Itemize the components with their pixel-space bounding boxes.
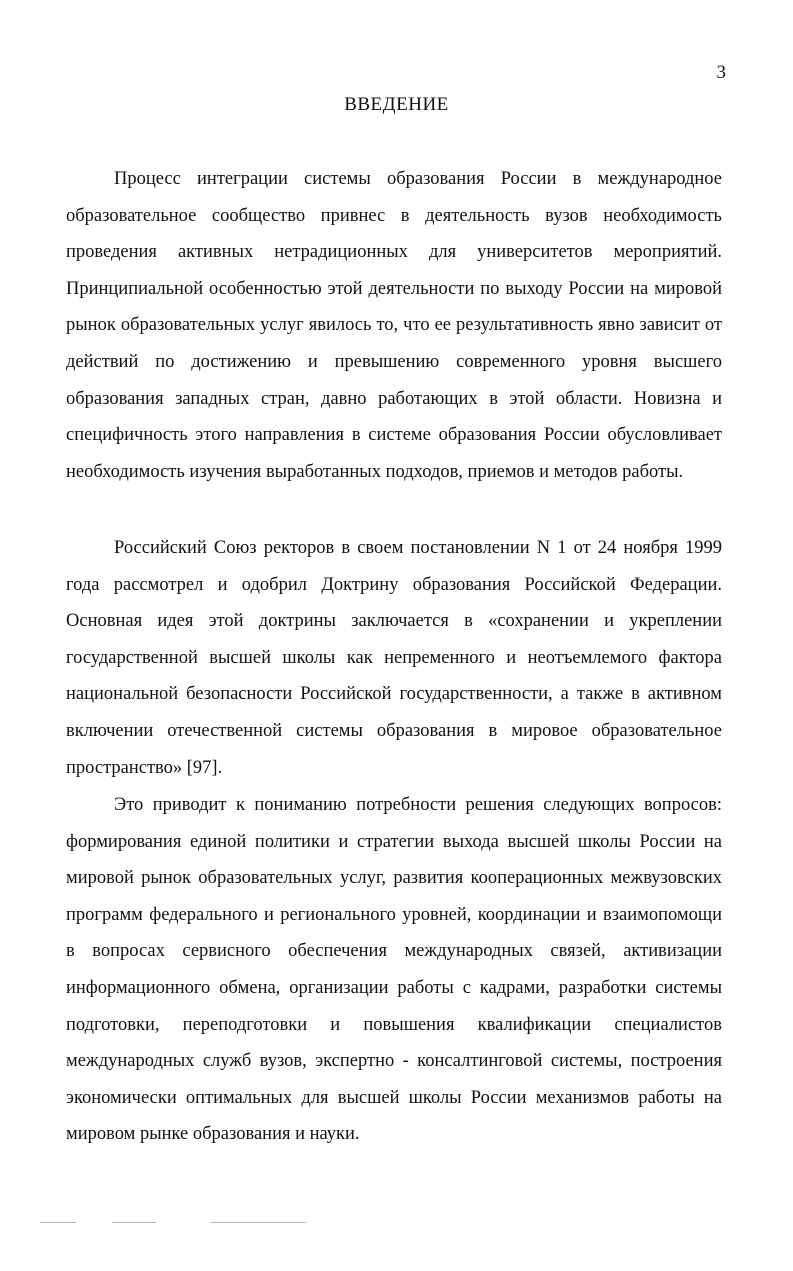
paragraph-2: Российский Союз ректоров в своем постановлении N 1 от 24 ноября 1999 года рассмотрел и одобрил Доктрину образования Российской Федерации. Основная идея этой доктрины заключается в «сохранении и укреплении государственной высшей школы как непременного и неотъемлемого фактора национальной безопасности Российской государственности, а также в активном включении отечественной системы образования в мировое образовательное пространство» [97]. (66, 538, 722, 778)
page-number: 3 (716, 62, 726, 83)
scan-noise-mark (210, 1222, 306, 1223)
paragraph-1: Процесс интеграции системы образования России в международное образовательное сообщество привнес в деятельность вузов необходимость проведения активных нетрадиционных для университетов мероприятий. Принципиальной особенностью этой деятельности по выходу России на мировой рынок образовательных услуг явилось то, что ее результативность явно зависит от действий по достижению и превышению современного уровня высшего образования западных стран, давно работающих в этой области. Новизна и специфичность этого направления в системе образования России обусловливает необходимость изучения выработанных подходов, приемов и методов работы. (66, 169, 722, 482)
page-title: ВВЕДЕНИЕ (344, 94, 449, 115)
scan-noise-mark (112, 1222, 156, 1223)
scan-noise-mark (40, 1222, 76, 1223)
paragraph-3: Это приводит к пониманию потребности решения следующих вопросов: формирования единой политики и стратегии выхода высшей школы России на мировой рынок образовательных услуг, развития кооперационных межвузовских программ федерального и регионального уровней, координации и взаимопомощи в вопросах сервисного обеспечения международных связей, активизации информационного обмена, организации работы с кадрами, разработки системы подготовки, переподготовки и повышения квалификации специалистов международных служб вузов, экспертно - консалтинговой системы, построения экономически оптимальных для высшей школы России механизмов работы на мировом рынке образования и науки. (66, 795, 722, 1145)
